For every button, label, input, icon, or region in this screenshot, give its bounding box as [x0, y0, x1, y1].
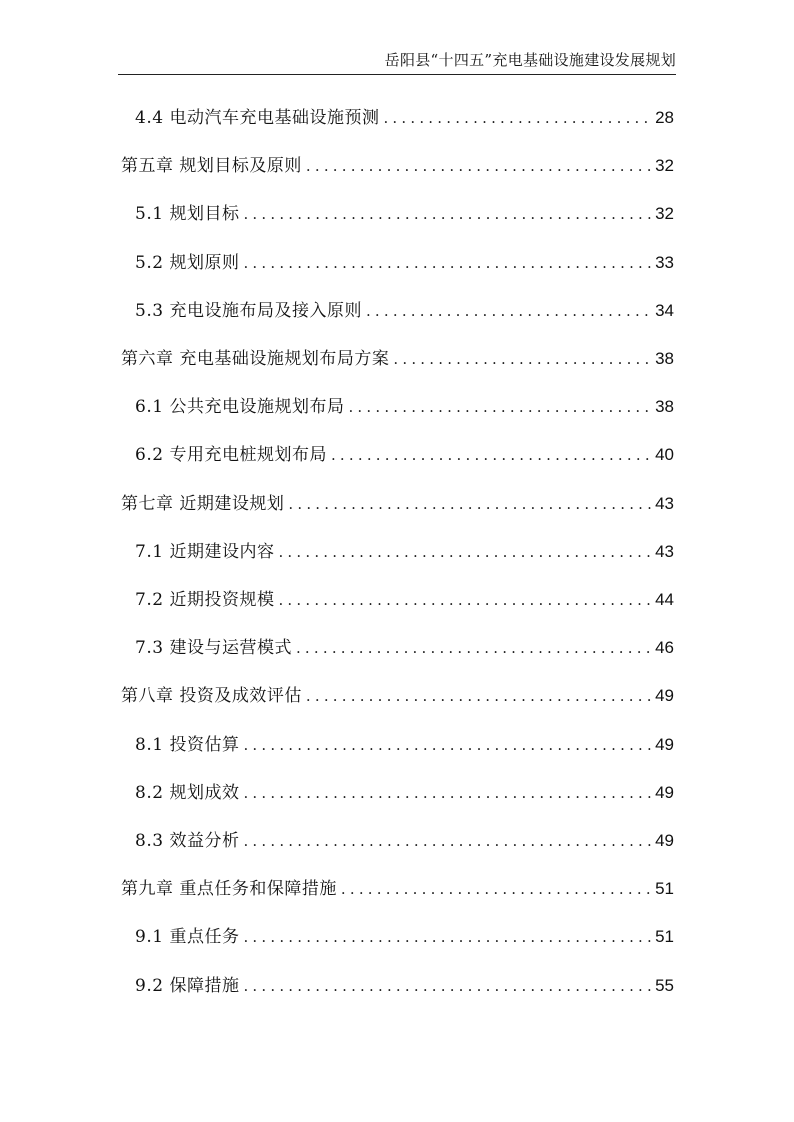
toc-entry[interactable]: [121, 491, 674, 517]
toc-entry-label: 8.1 投资估算: [135, 734, 240, 755]
toc-entry-label: 8.3 效益分析: [135, 831, 240, 851]
toc-entry-label: 第九章 重点任务和保障措施: [121, 879, 337, 900]
toc-entry-page: 49: [655, 734, 674, 754]
dot-leader: [331, 442, 651, 468]
toc-entry-label: 第八章 投资及成效评估: [121, 686, 302, 707]
toc-entry-page: 51: [655, 879, 674, 899]
dot-leader: [348, 394, 651, 420]
dot-leader: [306, 153, 651, 179]
toc-entry-page: 43: [655, 541, 674, 561]
toc-entry-page: 40: [655, 445, 674, 465]
toc-entry-label: 7.3 建设与运营模式: [135, 638, 292, 659]
toc-entry-page: 32: [655, 204, 674, 224]
toc-entry[interactable]: [135, 298, 674, 324]
toc-entry-page: 49: [655, 782, 674, 802]
toc-entry-label: 7.2 近期投资规模: [135, 590, 275, 610]
toc-entry-page: 38: [655, 349, 674, 368]
toc-entry[interactable]: [135, 635, 674, 661]
toc-entry[interactable]: [135, 539, 674, 565]
toc-entry[interactable]: [135, 828, 674, 854]
toc-entry[interactable]: [121, 346, 674, 372]
toc-entry[interactable]: [121, 683, 674, 709]
toc-entry[interactable]: [135, 587, 674, 613]
dot-leader: [278, 539, 651, 565]
dot-leader: [278, 587, 651, 613]
toc-entry-page: 51: [655, 927, 674, 947]
header-title: 岳阳县“十四五”充电基础设施建设发展规划: [384, 51, 676, 69]
toc-entry-label: 5.2 规划原则: [135, 252, 240, 273]
toc-entry-label: 6.1 公共充电设施规划布局: [135, 397, 345, 418]
toc-entry-page: 38: [655, 397, 674, 417]
toc-entry[interactable]: [135, 201, 674, 227]
toc-entry-label: 6.2 专用充电桩规划布局: [135, 445, 327, 466]
toc-entry-page: 55: [655, 975, 674, 995]
toc-entry-label: 第六章 充电基础设施规划布局方案: [121, 349, 390, 369]
toc-entry-page: 32: [655, 156, 674, 176]
toc-entry-page: 44: [655, 590, 674, 609]
dot-leader: [306, 683, 651, 709]
dot-leader: [341, 876, 651, 902]
toc-entry-page: 49: [655, 831, 674, 850]
dot-leader: [243, 924, 651, 950]
dot-leader: [393, 346, 651, 372]
toc-entry[interactable]: [135, 780, 674, 806]
toc-entry-label: 9.2 保障措施: [135, 975, 240, 996]
toc-entry[interactable]: [121, 153, 674, 179]
dot-leader: [366, 298, 651, 324]
toc-entry[interactable]: [135, 442, 674, 468]
toc-entry-page: 43: [655, 493, 674, 513]
toc-entry-label: 第七章 近期建设规划: [121, 493, 285, 514]
toc-entry-page: 28: [655, 108, 674, 127]
toc-entry-label: 第五章 规划目标及原则: [121, 156, 302, 177]
toc-entry[interactable]: [135, 105, 674, 131]
toc-entry[interactable]: [121, 876, 674, 902]
dot-leader: [243, 732, 651, 758]
toc-entry-page: 46: [655, 638, 674, 658]
dot-leader: [243, 780, 651, 806]
dot-leader: [243, 828, 651, 854]
dot-leader: [383, 105, 651, 131]
toc-entry-label: 4.4 电动汽车充电基础设施预测: [135, 108, 380, 128]
toc-entry-label: 5.3 充电设施布局及接入原则: [135, 300, 362, 321]
toc-entry[interactable]: [135, 250, 674, 276]
toc-entry-label: 7.1 近期建设内容: [135, 541, 275, 562]
dot-leader: [243, 973, 651, 999]
toc-entry-page: 34: [655, 300, 674, 320]
toc-entry-page: 49: [655, 686, 674, 706]
toc-entry[interactable]: [135, 973, 674, 999]
dot-leader: [243, 201, 651, 227]
toc-entry[interactable]: [135, 732, 674, 758]
toc-entry-page: 33: [655, 252, 674, 272]
toc-entry-label: 9.1 重点任务: [135, 927, 240, 948]
dot-leader: [296, 635, 651, 661]
toc-entry-label: 5.1 规划目标: [135, 204, 240, 225]
dot-leader: [243, 250, 651, 276]
dot-leader: [288, 491, 651, 517]
toc-entry[interactable]: [135, 394, 674, 420]
toc-entry[interactable]: [135, 924, 674, 950]
toc-entry-label: 8.2 规划成效: [135, 782, 240, 803]
